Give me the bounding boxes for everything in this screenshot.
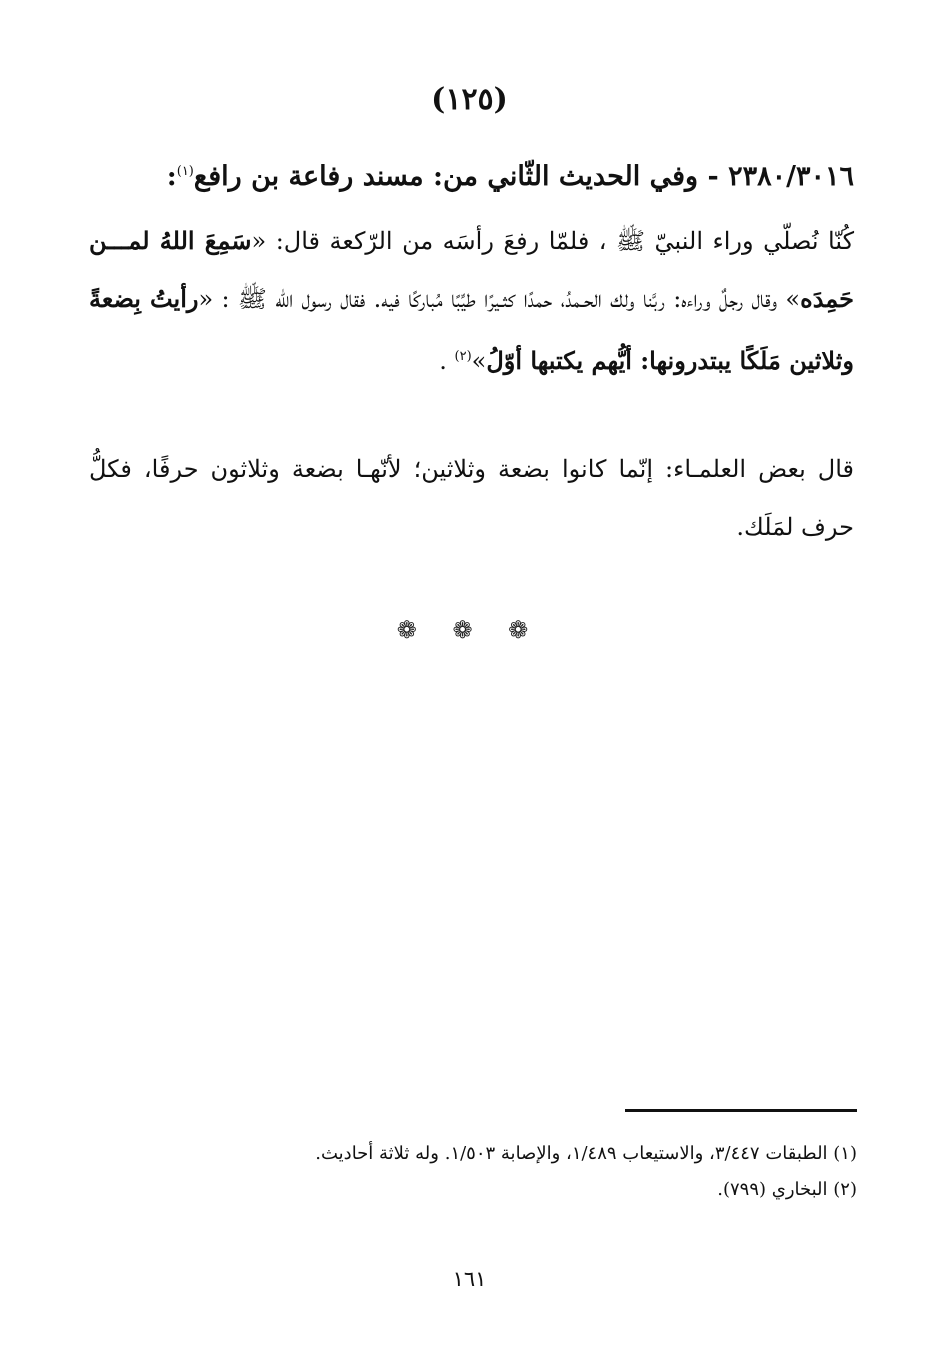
hadith-heading-colon: : <box>166 161 177 192</box>
ornament-divider-icon: ❁ ❁ ❁ <box>396 616 543 644</box>
hadith-heading-text: ٢٣٨٠/٣٠١٦ - وفي الحديث الثّاني من: مسند رفاعة بن رافع <box>193 161 854 192</box>
page-number: ١٦١ <box>452 1267 487 1291</box>
scholar-commentary: قال بعض العلمـاء: إنّما كانوا بضعة وثلاثين؛ لأنّهـا بضعة وثلاثون حرفًا، فكلُّ حرف لمَلَك. <box>89 455 854 541</box>
footnote-separator <box>625 1109 857 1112</box>
hadith-body <box>89 212 854 390</box>
hadith-quote-2: رأيتُ بِضعةً وثلاثين مَلَكًا يبتدرونها: أيُّهم يكتبها أوّلُ <box>89 284 854 375</box>
hadith-text-part2: » وقال رجلٌ وراءه: ربَّنا ولك الحـمدُ، حمدًا كثـيرًا طيِّبًا مُباركًا فيه. فقال رسول الله ﷺ : « <box>198 285 801 313</box>
hadith-text-part1: كُنّا نُصلّي وراء النبيّ ﷺ ، فلمّا رفعَ رأسَه من الرّكعة قال: « <box>251 227 854 255</box>
section-number: (١٢٥) <box>431 82 508 117</box>
footnote-2: (٢) البخاري (٧٩٩). <box>717 1179 857 1200</box>
footnotes <box>87 1136 857 1208</box>
hadith-text-end: . <box>439 347 455 375</box>
hadith-quote-1: سَمِعَ اللهُ لمـــن حَمِدَه <box>89 226 855 313</box>
hadith-heading <box>89 150 854 199</box>
footnote-ref-2[interactable]: (٢) <box>454 349 472 364</box>
hadith-text-part3: » <box>471 347 487 375</box>
footnote-1: (١) الطبقات ٣/٤٤٧، والاستيعاب ١/٤٨٩، والإصابة ١/٥٠٣. وله ثلاثة أحاديث. <box>315 1143 857 1164</box>
footnote-ref-1[interactable]: (١) <box>176 164 194 179</box>
